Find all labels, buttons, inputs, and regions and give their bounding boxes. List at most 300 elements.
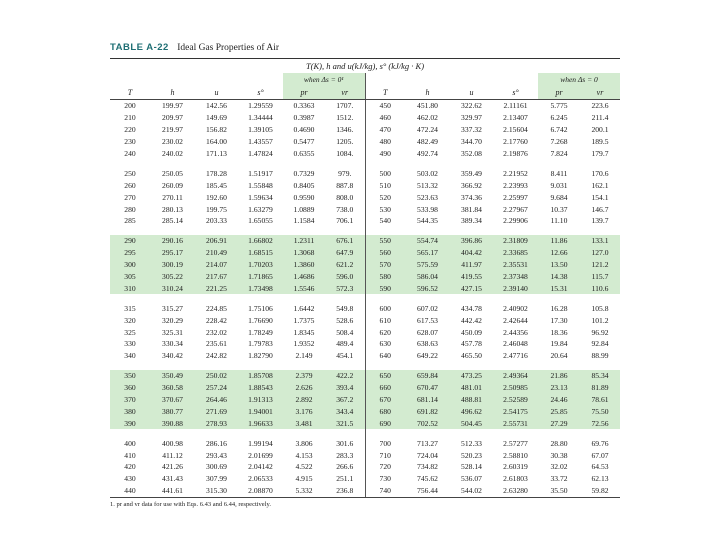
table-cell: 322.62 [461,101,482,111]
table-cell: 360.58 [150,382,195,394]
table-cell: 0.5477 [293,137,315,147]
table-cell: 504.45 [450,417,493,429]
table-cell: 340.42 [162,351,183,361]
table-cell: 2.46048 [503,339,528,349]
table-cell: 680 [365,405,405,417]
units-header-row [110,59,620,74]
table-cell: 278.93 [195,417,238,429]
table-cell: 1.71865 [238,271,283,283]
table-cell: 133.1 [580,235,620,247]
table-cell: 154.1 [591,192,609,202]
table-cell: 2.54175 [493,405,538,417]
table-cell: 162.1 [591,180,609,190]
table-cell: 286.16 [206,438,227,448]
table-cell: 5.332 [283,485,325,497]
table-cell: 393.4 [325,382,365,394]
column-header: pr [538,85,580,100]
group-label-right: when Δs = 0 [538,73,620,85]
table-cell: 2.11161 [503,101,528,111]
table-cell: 887.8 [336,180,354,190]
table-cell: 554.74 [405,235,450,247]
table-cell: 1.7375 [293,315,315,325]
table-row [110,417,620,429]
table-cell: 337.32 [461,125,482,135]
block-spacer [110,227,620,235]
table-cell: 1.68515 [238,247,283,259]
table-cell: 156.82 [206,125,227,135]
table-row [110,247,620,259]
table-cell: 301.6 [336,438,354,448]
table-cell: 325 [124,327,136,337]
table-cell: 283.3 [336,450,354,460]
table-cell: 410 [124,450,136,460]
table-cell: 320 [124,315,136,325]
table-row [110,338,620,350]
table-cell: 1346. [336,125,354,135]
table-cell: 481.01 [450,382,493,394]
table-cell: 260.09 [162,180,183,190]
table-cell: 2.61803 [503,474,528,484]
table-cell: 352.08 [461,149,482,158]
table-cell: 638.63 [417,339,438,349]
table-cell: 460 [365,112,405,124]
column-header: vr [580,85,620,100]
table-cell: 440 [110,485,150,497]
table-cell: 4.915 [295,474,313,484]
table-cell: 240.02 [162,149,183,158]
table-cell: 610 [365,314,405,326]
table-cell: 1.78249 [248,327,273,337]
table-cell: 503.02 [417,168,438,178]
table-cell: 330 [124,339,136,349]
table-cell: 230.02 [162,137,183,147]
table-cell: 1.75106 [248,303,273,313]
table-cell: 724.04 [417,450,438,460]
table-cell: 544.35 [417,216,438,226]
table-cell: 1512. [336,113,354,123]
table-cell: 105.8 [591,303,609,313]
table-cell: 472.24 [417,125,438,135]
table-cell: 88.99 [591,351,609,361]
table-cell: 1.70203 [238,259,283,271]
table-cell: 1.2311 [283,235,325,247]
table-cell: 146.7 [591,204,609,214]
table-cell: 23.13 [538,382,580,394]
table-cell: 396.86 [450,235,493,247]
table-title [110,42,620,58]
table-cell: 96.92 [591,327,609,337]
table-cell: 266.6 [336,462,354,472]
table-cell: 28.80 [550,438,568,448]
table-cell: 1.6442 [293,303,315,313]
table-cell: 350 [110,370,150,382]
table-cell: 115.7 [580,271,620,283]
table-cell: 434.78 [461,303,482,313]
table-cell: 3.481 [283,417,325,429]
table-cell: 979. [338,168,352,178]
table-cell: 400.98 [162,438,183,448]
table-cell: 293.43 [206,450,227,460]
table-cell: 219.97 [162,125,183,135]
table-cell: 492.74 [417,149,438,158]
table-cell: 121.2 [580,259,620,271]
table-cell: 1.4686 [283,271,325,283]
table-cell: 702.52 [405,417,450,429]
table-cell: 32.02 [550,462,568,472]
table-cell: 2.37348 [493,271,538,283]
table-cell: 230 [124,137,136,147]
table-cell: 10.37 [550,204,568,214]
table-cell: 480 [365,136,405,148]
table-cell: 9.031 [550,180,568,190]
table-cell: 310.24 [150,282,195,294]
table-cell: 270 [124,192,136,202]
table-cell: 19.84 [550,339,568,349]
table-cell: 285.14 [162,216,183,226]
column-header: T [365,85,405,100]
table-cell: 1.73498 [238,282,283,294]
table-cell: 734.82 [417,462,438,472]
table-cell: 16.28 [550,303,568,313]
table-cell: 192.60 [206,192,227,202]
table-cell: 600 [365,302,405,314]
table-cell: 756.44 [405,485,450,497]
table-cell: 720 [365,461,405,473]
table-cell: 2.04142 [248,462,273,472]
table-cell: 81.89 [580,382,620,394]
table-cell: 330.34 [162,339,183,349]
table-cell: 1.34444 [248,113,273,123]
table-cell: 92.84 [591,339,609,349]
table-cell: 706.1 [336,216,354,226]
table-cell: 271.69 [195,405,238,417]
table-cell: 33.72 [550,474,568,484]
table-cell: 580 [365,271,405,283]
table-cell: 35.50 [538,485,580,497]
table-cell: 199.97 [162,101,183,111]
table-cell: 18.36 [550,327,568,337]
table-cell: 1.3068 [283,247,325,259]
table-cell: 2.13407 [503,113,528,123]
table-cell: 295.17 [150,247,195,259]
column-header: vr [325,85,365,100]
table-cell: 0.9590 [293,192,315,202]
table-cell: 250.05 [162,168,183,178]
table-cell: 441.61 [150,485,195,497]
table-row [110,124,620,136]
table-cell: 300.19 [150,259,195,271]
table-cell: 1.29559 [248,101,273,111]
table-cell: 340 [124,351,136,361]
column-header: h [150,85,195,100]
table-cell: 544.02 [450,485,493,497]
table-cell: 1.55848 [248,180,273,190]
table-cell: 221.25 [195,282,238,294]
table-cell: 381.84 [461,204,482,214]
table-cell: 565.17 [405,247,450,259]
table-row [110,302,620,314]
table-cell: 270.11 [162,192,183,202]
table-cell: 536.07 [461,474,482,484]
table-cell: 550 [365,235,405,247]
table-cell: 2.379 [283,370,325,382]
table-cell: 4.153 [295,450,313,460]
table-cell: 78.61 [580,394,620,406]
column-header-row [110,85,620,100]
table-cell: 343.4 [325,405,365,417]
table-cell: 228.42 [206,315,227,325]
table-cell: 2.60319 [503,462,528,472]
table-cell: 17.30 [550,315,568,325]
table-cell: 189.5 [591,137,609,147]
table-cell: 232.02 [206,327,227,337]
column-header: u [450,85,493,100]
table-cell: 9.684 [550,192,568,202]
table-cell: 220 [124,125,136,135]
table-cell: 390 [110,417,150,429]
table-row [110,235,620,247]
table-cell: 681.14 [405,394,450,406]
table-cell: 713.27 [417,438,438,448]
table-cell: 325.31 [162,327,183,337]
table-cell: 2.49364 [493,370,538,382]
table-cell: 2.23993 [503,180,528,190]
table-cell: 530 [365,203,405,215]
table-cell: 2.55731 [493,417,538,429]
table-cell: 14.38 [538,271,580,283]
table-cell: 528.14 [461,462,482,472]
table-cell: 1.8345 [293,327,315,337]
table-cell: 315.27 [162,303,183,313]
table-cell: 7.824 [550,149,568,158]
table-cell: 214.07 [195,259,238,271]
table-row [110,179,620,191]
table-cell: 139.7 [591,216,609,226]
table-cell: 178.28 [206,168,227,178]
table-name: Ideal Gas Properties of Air [177,43,280,53]
table-cell: 200.1 [591,125,609,135]
table-cell: 307.99 [206,474,227,484]
table-row [110,148,620,160]
table-cell: 360 [110,382,150,394]
group-label-left: when Δs = 0¹ [283,73,365,85]
table-cell: 75.50 [580,405,620,417]
table-cell: 462.02 [417,113,438,123]
table-cell: 199.75 [206,204,227,214]
table-cell: 470 [365,124,405,136]
table-cell: 650 [365,370,405,382]
table-cell: 257.24 [195,382,238,394]
table-cell: 1.66802 [238,235,283,247]
table-cell: 621.2 [325,259,365,271]
table-cell: 305 [110,271,150,283]
table-cell: 209.97 [162,113,183,123]
table-row [110,112,620,124]
table-cell: 315.30 [195,485,238,497]
table-cell: 1.63279 [248,204,273,214]
table-cell: 223.6 [591,101,609,111]
table-cell: 496.62 [450,405,493,417]
table-cell: 500 [365,167,405,179]
column-header: s° [493,85,538,100]
table-cell: 2.31809 [493,235,538,247]
table-cell: 1.3860 [283,259,325,271]
table-cell: 2.892 [283,394,325,406]
table-cell: 691.82 [405,405,450,417]
table-cell: 11.10 [550,216,568,226]
table-cell: 730 [365,473,405,485]
block-spacer [110,429,620,437]
table-row [110,136,620,148]
table-row [110,259,620,271]
table-cell: 411.97 [450,259,493,271]
table-cell: 700 [365,437,405,449]
property-table-document [110,42,620,508]
table-cell: 411.12 [162,450,183,460]
table-cell: 62.13 [591,474,609,484]
table-cell: 596.0 [325,271,365,283]
table-cell: 740 [365,485,405,497]
table-cell: 450 [365,100,405,112]
table-cell: 67.07 [591,450,609,460]
table-cell: 211.4 [591,113,609,123]
table-cell: 242.82 [206,351,227,361]
table-cell: 473.25 [450,370,493,382]
table-cell: 367.2 [325,394,365,406]
table-cell: 236.8 [325,485,365,497]
table-row [110,405,620,417]
table-cell: 370.67 [150,394,195,406]
table-row [110,215,620,227]
table-row [110,449,620,461]
table-cell: 0.4690 [293,125,315,135]
table-cell: 2.06533 [248,474,273,484]
table-cell: 0.6355 [293,149,315,158]
table-cell: 264.46 [195,394,238,406]
table-row [110,382,620,394]
table-cell: 738.0 [336,204,354,214]
table-cell: 15.31 [538,282,580,294]
table-cell: 2.63280 [493,485,538,497]
table-cell: 27.29 [538,417,580,429]
table-cell: 808.0 [336,192,354,202]
table-cell: 490 [365,148,405,160]
table-cell: 465.50 [461,351,482,361]
table-cell: 431.43 [162,474,183,484]
table-cell: 1707. [336,101,354,111]
table-cell: 540 [365,215,405,227]
table-cell: 489.4 [336,339,354,349]
table-cell: 59.82 [580,485,620,497]
table-cell: 427.15 [450,282,493,294]
table-cell: 620 [365,326,405,338]
table-cell: 251.1 [336,474,354,484]
table-cell: 329.97 [461,113,482,123]
table-row [110,350,620,362]
table-cell: 572.3 [325,282,365,294]
table-cell: 400 [124,438,136,448]
table-cell: 380 [110,405,150,417]
table-cell: 607.02 [417,303,438,313]
table-row [110,271,620,283]
table-cell: 1205. [336,137,354,147]
table-cell: 250.02 [195,370,238,382]
table-cell: 149.69 [206,113,227,123]
table-cell: 359.49 [461,168,482,178]
table-cell: 520.23 [461,450,482,460]
column-header: s° [238,85,283,100]
table-number: TABLE A-22 [110,42,169,53]
table-cell: 171.13 [206,149,227,158]
table-row [110,326,620,338]
table-row [110,191,620,203]
table-cell: 2.21952 [503,168,528,178]
table-cell: 1.5546 [283,282,325,294]
table-cell: 315 [124,303,136,313]
table-cell: 1.43557 [248,137,273,147]
table-cell: 660 [365,382,405,394]
table-cell: 430 [124,474,136,484]
table-cell: 235.61 [206,339,227,349]
table-cell: 280 [124,204,136,214]
table-cell: 575.59 [405,259,450,271]
table-cell: 240 [124,149,136,158]
table-cell: 508.4 [336,327,354,337]
table-cell: 690 [365,417,405,429]
table-cell: 1.9352 [293,339,315,349]
table-cell: 630 [365,338,405,350]
table-cell: 2.47716 [503,351,528,361]
table-cell: 0.8405 [293,180,315,190]
table-cell: 6.742 [550,125,568,135]
block-spacer [110,159,620,167]
table-row [110,100,620,112]
table-cell: 590 [365,282,405,294]
table-cell: 250 [124,168,136,178]
table-cell: 4.522 [295,462,313,472]
table-cell: 2.50985 [493,382,538,394]
table-cell: 1.91313 [238,394,283,406]
table-cell: 2.33685 [493,247,538,259]
table-cell: 2.08870 [238,485,283,497]
table-cell: 482.49 [417,137,438,147]
table-cell: 450.09 [461,327,482,337]
table-cell: 224.85 [206,303,227,313]
table-cell: 344.70 [461,137,482,147]
table-cell: 2.40902 [503,303,528,313]
table-cell: 389.34 [461,216,482,226]
table-cell: 380.77 [150,405,195,417]
table-cell: 512.33 [461,438,482,448]
table-cell: 170.6 [591,168,609,178]
table-cell: 520 [365,191,405,203]
table-cell: 179.7 [591,149,609,158]
table-cell: 1.51917 [248,168,273,178]
table-cell: 523.63 [417,192,438,202]
table-cell: 290.16 [150,235,195,247]
table-cell: 2.44356 [503,327,528,337]
column-header: pr [283,85,325,100]
table-row [110,394,620,406]
table-cell: 2.626 [283,382,325,394]
table-row [110,282,620,294]
table-cell: 320.29 [162,315,183,325]
table-cell: 200 [124,101,136,111]
table-row [110,473,620,485]
table-cell: 8.411 [550,168,568,178]
table-cell: 2.17760 [503,137,528,147]
table-cell: 1.1584 [293,216,315,226]
